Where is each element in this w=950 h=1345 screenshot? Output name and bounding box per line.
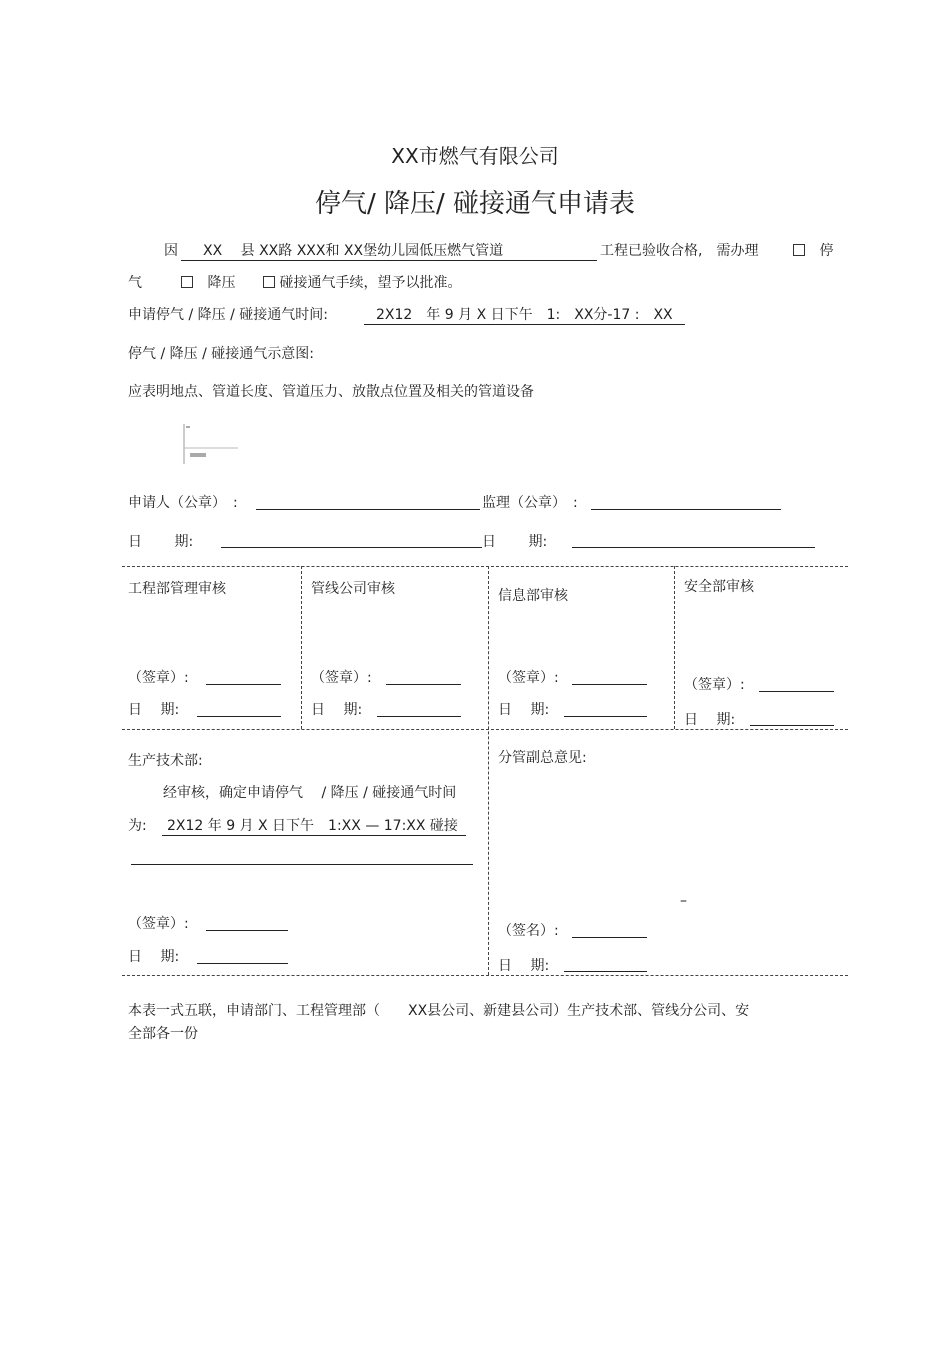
pipeline-review-heading: 管线公司审核 [311,581,395,597]
applicant-date-line[interactable] [221,547,482,548]
production-line2-prefix: 为: [128,818,147,834]
checkbox-icon [793,244,805,256]
vp-date-line[interactable] [564,971,647,972]
form-title: 停气/ 降压/ 碰接通气申请表 [314,189,636,219]
production-line1: 经审核，确定申请停气 / 降压 / 碰接通气时间 [163,785,457,801]
col-divider [488,566,489,975]
safety-seal-line[interactable] [759,691,834,692]
pipeline-seal-line[interactable] [386,684,461,685]
option-reduce-pressure[interactable]: 降压 [181,272,235,292]
checkbox-icon [263,276,275,288]
table-top-border [122,566,848,567]
supervisor-date-line[interactable] [572,547,815,548]
col-divider [674,566,675,729]
production-date-line[interactable] [197,963,288,964]
pipeline-seal-label: （签章）: [311,670,372,686]
diagram-label: 停气 / 降压 / 碰接通气示意图: [128,346,314,362]
company-name: XX市燃气有限公司 [391,144,559,168]
supervisor-date-label: 日 期: [482,534,548,550]
safety-seal-label: （签章）: [684,677,745,693]
checkbox-icon [181,276,193,288]
apply-time-label: 申请停气 / 降压 / 碰接通气时间: [128,307,328,323]
production-heading: 生产技术部: [128,753,203,769]
engineering-date-line[interactable] [197,716,281,717]
info-seal-label: （签章）: [498,670,559,686]
pipeline-date-label: 日 期: [311,702,363,718]
vp-heading: 分管副总意见: [498,750,587,766]
intro-after: 工程已验收合格, 需办理 [600,243,759,259]
vp-dash: – [680,893,687,909]
engineering-date-label: 日 期: [128,702,180,718]
diagram-note: 应表明地点、管道长度、管道压力、放散点位置及相关的管道设备 [128,384,534,400]
intro-yin: 因 [164,243,178,259]
production-time-value[interactable]: 2X12 年 9 月 X 日下午 1:XX — 17:XX 碰接 [162,815,466,836]
production-date-label: 日 期: [128,949,180,965]
production-seal-label: （签章）: [128,916,189,932]
project-fill: XX 县 XX路 XXX和 XX堡幼儿园低压燃气管道 [181,240,597,261]
footer-line2: 全部各一份 [128,1026,198,1042]
apply-time-value[interactable]: 2X12 年 9 月 X 日下午 1: XX分-17 : XX [364,304,685,325]
col-divider [301,566,302,729]
applicant-date-label: 日 期: [128,534,194,550]
applicant-line[interactable] [256,509,480,510]
safety-date-line[interactable] [750,725,834,726]
intro-opt1-tail: 气 [128,275,142,291]
footer-line1: 本表一式五联，申请部门、工程管理部（ XX县公司、新建县公司）生产技术部、管线分公司、安 [128,1003,750,1019]
option-stop-gas[interactable]: 停 [793,240,833,260]
info-seal-line[interactable] [572,684,647,685]
engineering-seal-label: （签章）: [128,670,189,686]
supervisor-line[interactable] [591,509,781,510]
vp-sign-line[interactable] [572,937,647,938]
engineering-seal-line[interactable] [206,684,281,685]
engineering-review-heading: 工程部管理审核 [128,581,226,597]
vp-sign-label: （签名）: [498,923,559,939]
pipeline-date-line[interactable] [377,716,461,717]
vp-date-label: 日 期: [498,958,550,974]
info-review-heading: 信息部审核 [498,588,568,604]
table-bottom-border [122,975,848,976]
diagram-thumbnail [178,420,242,468]
info-date-label: 日 期: [498,702,550,718]
applicant-label: 申请人（公章） : [128,495,238,511]
production-extra-line[interactable] [131,864,473,865]
table-mid-border [122,729,848,730]
option-connect-gas[interactable]: 碰接通气手续，望予以批准。 [263,272,461,292]
safety-review-heading: 安全部审核 [684,579,754,595]
production-seal-line[interactable] [206,930,288,931]
info-date-line[interactable] [564,716,647,717]
supervisor-label: 监理（公章） : [482,495,578,511]
safety-date-label: 日 期: [684,712,736,728]
